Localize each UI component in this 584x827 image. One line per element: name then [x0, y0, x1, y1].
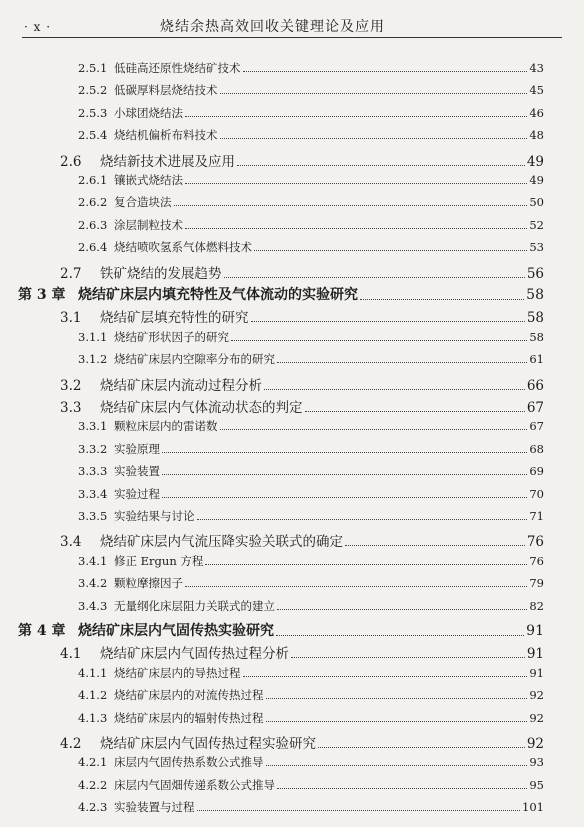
toc-entry-title: 实验原理 — [114, 441, 160, 456]
header-rule — [22, 37, 562, 38]
toc-entry-number: 3.2 — [60, 377, 82, 394]
toc-entry-title: 修正 Ergun 方程 — [114, 553, 204, 568]
toc-entry[interactable] — [78, 508, 544, 524]
toc-entry[interactable] — [60, 732, 544, 752]
toc-entry-page: 95 — [529, 777, 544, 792]
toc-entry[interactable] — [78, 710, 544, 726]
toc-entry-page: 49 — [529, 173, 544, 187]
toc-entry-title: 烧结矿床层内气体流动状态的判定 — [100, 400, 303, 416]
toc-entry-title: 床层内气固畑传递系数公式推导 — [114, 777, 275, 792]
dot-leader — [205, 564, 527, 565]
dot-leader — [185, 586, 527, 587]
dot-leader — [277, 788, 527, 789]
toc-entry-number: 3.4 — [60, 534, 82, 551]
toc-entry-number: 2.6 — [60, 153, 82, 170]
toc-entry-page: 92 — [526, 736, 544, 752]
toc-entry[interactable] — [78, 441, 544, 457]
toc-entry-number: 4.1.1 — [78, 665, 108, 680]
toc-entry-page: 50 — [529, 195, 544, 210]
dot-leader — [220, 429, 528, 430]
toc-entry[interactable] — [78, 777, 544, 793]
toc-entry-title: 烧结矿床层内气固传热过程实验研究 — [100, 736, 316, 752]
toc-entry-number: 4.1.3 — [78, 710, 108, 725]
toc-entry-title: 实验过程 — [114, 486, 160, 501]
toc-entry-page: 67 — [526, 400, 544, 416]
toc-entry-number: 4.1 — [60, 646, 82, 663]
dot-leader — [277, 609, 527, 610]
toc-entry-page: 91 — [526, 646, 544, 663]
dot-leader — [243, 676, 528, 677]
toc-entry-page: 91 — [526, 623, 544, 639]
toc-entry-page: 70 — [529, 486, 544, 501]
toc-entry-number: 4.2 — [60, 736, 82, 752]
toc-entry-page: 61 — [529, 352, 544, 367]
toc-entry-title: 烧结矿床层内气流压降实验关联式的确定 — [100, 534, 343, 551]
toc-entry-page: 58 — [529, 329, 544, 344]
dot-leader — [237, 165, 525, 166]
toc-entry-title: 烧结矿床层内的导热过程 — [114, 665, 241, 680]
toc-entry-number: 4.2.3 — [78, 800, 108, 815]
toc-entry-title: 低硅高还原性烧结矿技术 — [114, 61, 241, 75]
toc-entry-page: 71 — [529, 509, 544, 523]
toc-entry-page: 58 — [526, 310, 544, 327]
toc-entry[interactable] — [78, 351, 544, 367]
toc-entry-number: 4.1.2 — [78, 688, 108, 703]
dot-leader — [266, 765, 528, 766]
toc-entry-title: 烧结矿床层内填充特性及气体流动的实验研究 — [78, 287, 358, 303]
toc-entry-number: 3.3.5 — [78, 509, 108, 523]
toc-entry[interactable] — [60, 530, 544, 550]
toc-entry-number: 第 4 章 — [18, 623, 66, 639]
toc-entry-title: 烧结矿床层内气固传热实验研究 — [78, 623, 274, 639]
dot-leader — [345, 545, 525, 546]
dot-leader — [231, 340, 527, 341]
toc-entry-page: 93 — [529, 755, 544, 770]
toc-entry[interactable] — [78, 418, 544, 434]
toc-entry-number: 2.6.4 — [78, 240, 108, 255]
toc-entry-title: 实验结果与讨论 — [114, 509, 195, 523]
dot-leader — [266, 721, 528, 722]
toc-entry-page: 91 — [529, 665, 544, 680]
toc-entry-number: 2.6.2 — [78, 195, 108, 210]
dot-leader — [251, 321, 525, 322]
toc-entry-title: 烧结机偏析布料技术 — [114, 128, 218, 143]
dot-leader — [162, 452, 527, 453]
toc-entry-page: 67 — [529, 419, 544, 434]
toc-entry-page: 92 — [529, 688, 544, 703]
toc-entry[interactable] — [60, 262, 544, 282]
toc-entry-title: 无量纲化床层阻力关联式的建立 — [114, 598, 275, 613]
toc-entry[interactable] — [78, 105, 544, 121]
toc-entry-number: 4.2.2 — [78, 777, 108, 792]
toc-entry-number: 2.7 — [60, 265, 82, 282]
toc-entry[interactable] — [78, 60, 544, 76]
toc-entry-page: 76 — [526, 534, 544, 551]
toc-entry-title: 烧结矿床层内空隙率分布的研究 — [114, 352, 275, 367]
running-title: 烧结余热高效回收关键理论及应用 — [160, 19, 385, 35]
toc-entry-page: 68 — [529, 441, 544, 456]
toc-entry[interactable] — [78, 575, 544, 591]
dot-leader — [220, 93, 528, 94]
toc-entry[interactable] — [78, 598, 544, 614]
dot-leader — [276, 635, 524, 636]
toc-entry-title: 烧结新技术进展及应用 — [100, 153, 235, 170]
toc-entry-number: 3.3.4 — [78, 486, 108, 501]
toc-entry-title: 实验装置 — [114, 464, 160, 479]
toc-entry-page: 45 — [529, 83, 544, 98]
toc-entry-title: 床层内气固传热系数公式推导 — [114, 755, 264, 770]
toc-entry[interactable] — [18, 284, 544, 304]
toc-entry[interactable] — [60, 642, 544, 662]
toc-entry-page: 101 — [522, 800, 544, 815]
dot-leader — [197, 519, 528, 520]
toc-entry-page: 48 — [529, 128, 544, 143]
toc-entry-title: 复合造块法 — [114, 195, 172, 210]
toc-entry-number: 4.2.1 — [78, 755, 108, 770]
toc-entry-number: 2.5.4 — [78, 128, 108, 143]
page-number: · x · — [24, 20, 52, 34]
toc-entry-page: 49 — [526, 153, 544, 170]
toc-entry-page: 56 — [526, 265, 544, 282]
dot-leader — [162, 474, 527, 475]
dot-leader — [264, 389, 525, 390]
toc-entry-title: 烧结矿床层内气固传热过程分析 — [100, 646, 289, 663]
toc-entry-number: 2.6.1 — [78, 173, 108, 187]
page-header — [0, 0, 584, 38]
toc-entry-title: 烧结喷吹氢系气体燃料技术 — [114, 240, 252, 255]
toc-entry-title: 颗粒摩擦因子 — [114, 576, 183, 591]
toc-entry-page: 79 — [529, 576, 544, 591]
toc-entry-page: 82 — [529, 598, 544, 613]
toc-entry[interactable] — [78, 463, 544, 479]
toc-entry-title: 低碳厚料层烧结技术 — [114, 83, 218, 98]
toc-entry[interactable] — [78, 329, 544, 345]
toc-entry-title: 烧结矿床层内流动过程分析 — [100, 377, 262, 394]
toc-entry[interactable] — [78, 239, 544, 255]
toc-entry[interactable] — [78, 553, 544, 569]
toc-entry-number: 3.1 — [60, 310, 82, 327]
toc-entry-number: 3.4.1 — [78, 553, 108, 568]
dot-leader — [220, 138, 528, 139]
dot-leader — [224, 277, 525, 278]
toc-entry-number: 3.1.1 — [78, 329, 108, 344]
toc-entry[interactable] — [78, 687, 544, 703]
toc-entry-page: 53 — [529, 240, 544, 255]
toc-entry-title: 烧结矿形状因子的研究 — [114, 329, 229, 344]
toc-entry-title: 烧结矿床层内的辐射传热过程 — [114, 710, 264, 725]
toc-entry-number: 2.5.3 — [78, 105, 108, 120]
dot-leader — [254, 250, 527, 251]
dot-leader — [291, 657, 525, 658]
dot-leader — [305, 411, 525, 412]
toc-entry-number: 3.3 — [60, 400, 82, 416]
toc-entry-number: 2.6.3 — [78, 217, 108, 232]
toc-entry-page: 69 — [529, 464, 544, 479]
toc-entry-page: 46 — [529, 105, 544, 120]
toc-entry[interactable] — [78, 799, 544, 815]
dot-leader — [243, 71, 528, 72]
toc-entry-number: 3.3.2 — [78, 441, 108, 456]
toc-entry-number: 3.3.3 — [78, 464, 108, 479]
toc-entry-number: 3.4.3 — [78, 598, 108, 613]
dot-leader — [266, 698, 528, 699]
toc-entry-number: 2.5.1 — [78, 61, 108, 75]
toc-entry-page: 52 — [529, 217, 544, 232]
toc-entry-page: 66 — [526, 377, 544, 394]
toc-entry-number: 3.1.2 — [78, 352, 108, 367]
toc-entry-title: 小球团烧结法 — [114, 105, 183, 120]
dot-leader — [162, 497, 527, 498]
toc-entry[interactable] — [18, 620, 544, 640]
dot-leader — [174, 205, 528, 206]
toc-entry[interactable] — [78, 486, 544, 502]
dot-leader — [318, 747, 525, 748]
toc-entry[interactable] — [78, 194, 544, 210]
dot-leader — [197, 810, 521, 811]
toc-entry-page: 76 — [529, 553, 544, 568]
dot-leader — [185, 116, 527, 117]
toc-entry-number: 2.5.2 — [78, 83, 108, 98]
toc-entry-title: 实验装置与过程 — [114, 800, 195, 815]
toc-entry-number: 第 3 章 — [18, 287, 66, 303]
toc-entry[interactable] — [60, 306, 544, 326]
toc-entry[interactable] — [78, 172, 544, 188]
toc-entry-title: 涂层制粒技术 — [114, 217, 183, 232]
dot-leader — [185, 183, 527, 184]
toc-entry-title: 烧结矿床层内的对流传热过程 — [114, 688, 264, 703]
toc-entry[interactable] — [78, 665, 544, 681]
toc-entry-number: 3.3.1 — [78, 419, 108, 434]
toc-entry-title: 烧结矿层填充特性的研究 — [100, 310, 249, 327]
toc-entry-page: 92 — [529, 710, 544, 725]
toc-entry[interactable] — [60, 396, 544, 416]
toc-entry-number: 3.4.2 — [78, 576, 108, 591]
toc-entry-title: 镶嵌式烧结法 — [114, 173, 183, 187]
dot-leader — [277, 362, 527, 363]
toc-entry[interactable] — [60, 374, 544, 394]
toc-entry[interactable] — [78, 82, 544, 98]
dot-leader — [185, 228, 527, 229]
toc-entry-page: 58 — [526, 287, 544, 303]
toc-entry-page: 43 — [529, 61, 544, 75]
toc-entry[interactable] — [60, 150, 544, 170]
dot-leader — [360, 299, 524, 300]
toc-entry[interactable] — [78, 754, 544, 770]
toc-entry[interactable] — [78, 217, 544, 233]
toc-entry[interactable] — [78, 127, 544, 143]
toc-entry-title: 铁矿烧结的发展趋势 — [100, 265, 222, 282]
toc-entry-title: 颗粒床层内的雷诺数 — [114, 419, 218, 434]
